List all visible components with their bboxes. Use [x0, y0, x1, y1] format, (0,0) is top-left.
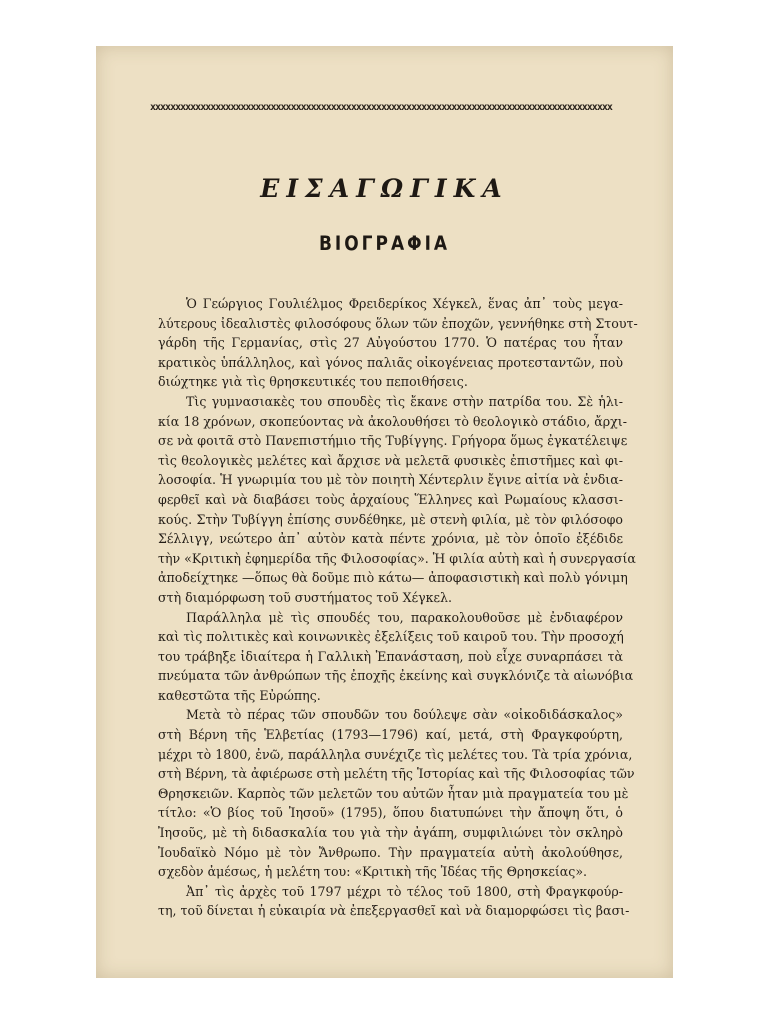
text-line: κρατικὸς ὑπάλληλος, καὶ γόνος παλιᾶς οἰκογένειας προτεσταντῶν, ποὺ — [158, 354, 623, 370]
text-line: τὶς θεολογικὲς μελέτες καὶ ἄρχισε νὰ μελετᾶ φυσικὲς ἐπιστῆμες καὶ φι- — [158, 452, 623, 468]
paragraph-3 — [158, 608, 634, 706]
paragraph-2 — [158, 392, 636, 608]
paragraph-4 — [158, 705, 635, 881]
text-line: λύτερους ἰδεαλιστὲς φιλοσόφους ὅλων τῶν ἐποχῶν, γεννήθηκε στὴ Στουτ- — [158, 315, 638, 331]
text-line: κία 18 χρόνων, σκοπεύοντας νὰ ἀκολουθήσει τὸ θεολογικὸ στάδιο, ἄρχι- — [158, 413, 627, 429]
text-line: σχεδὸν ἀμέσως, ἡ μελέτη του: «Κριτικὴ τῆς Ἰδέας τῆς Θρησκείας». — [158, 864, 588, 880]
book-page — [96, 46, 673, 978]
text-line: διώχτηκε γιὰ τὶς θρησκευτικές του πεποιθήσεις. — [158, 374, 468, 390]
text-line: τίτλο: «Ὁ βίος τοῦ Ἰησοῦ» (1795), ὅπου διατυπώνει τὴν ἄποψη ὅτι, ὁ — [158, 805, 623, 821]
text-line: Σέλλιγγ, νεώτερο ἀπ᾿ αὐτὸν κατὰ πέντε χρόνια, μὲ τὸν ὁποῖο ἐξέδιδε — [158, 531, 623, 547]
text-line: Παράλληλα μὲ τὶς σπουδές του, παρακολουθοῦσε μὲ ἐνδιαφέρον — [186, 609, 623, 625]
paragraph-5 — [158, 882, 630, 921]
text-line: κούς. Στὴν Τυβίγγη ἐπίσης συνδέθηκε, μὲ στενὴ φιλία, μὲ τὸν φιλόσοφο — [158, 511, 623, 527]
text-line: λοσοφία. Ἡ γνωριμία του μὲ τὸν ποιητὴ Χέντερλιν ἔγινε αἰτία νὰ ἐνδια- — [158, 472, 623, 488]
paragraph-1 — [158, 294, 638, 392]
text-line: Ἰησοῦς, μὲ τὴ διδασκαλία του γιὰ τὴν ἀγάπη, συμφιλιώνει τὸν σκληρὸ — [158, 825, 623, 841]
text-line: στὴ Βέρνη, τὰ ἀφιέρωσε στὴ μελέτη τῆς Ἱστορίας καὶ τῆς Φιλοσοφίας τῶν — [158, 766, 635, 782]
text-line: καὶ τὶς πολιτικὲς καὶ κοινωνικὲς ἐξελίξεις τοῦ καιροῦ του. Τὴν προσοχή — [158, 629, 624, 645]
text-line: Ἰουδαϊκὸ Νόμο μὲ τὸν Ἄνθρωπο. Τὴν πραγματεία αὐτὴ ἀκολούθησε, — [158, 844, 623, 860]
text-line: του τράβηξε ἰδιαίτερα ἡ Γαλλικὴ Ἐπανάσταση, ποὺ εἶχε συναρπάσει τὰ — [158, 648, 623, 664]
text-line: καθεστῶτα τῆς Εὐρώπης. — [158, 687, 321, 703]
text-line: φερθεῖ καὶ νὰ διαβάσει τοὺς ἀρχαίους Ἕλληνες καὶ Ρωμαίους κλασσι- — [158, 491, 623, 507]
text-line: μέχρι τὸ 1800, ἐνῶ, παράλληλα συνέχιζε τὶς μελέτες του. Τὰ τρία χρόνια, — [158, 746, 633, 762]
text-line: στὴ διαμόρφωση τοῦ συστήματος τοῦ Χέγκελ. — [158, 589, 453, 605]
text-line: πνεύματα τῶν ἀνθρώπων τῆς ἐποχῆς ἐκείνης καὶ συγκλόνιζε τὰ αἰωνόβια — [158, 668, 634, 684]
text-line: ἀποδείχτηκε —ὅπως θὰ δοῦμε πιὸ κάτω— ἀποφασιστικὴ καὶ πολὺ γόνιμη — [158, 570, 628, 586]
text-line: Μετὰ τὸ πέρας τῶν σπουδῶν του δούλεψε σὰν «οἰκοδιδάσκαλος» — [186, 707, 623, 723]
text-line: Θρησκειῶν. Καρπὸς τῶν μελετῶν του αὐτῶν ἦταν μιὰ πραγματεία του μὲ — [158, 785, 629, 801]
text-line: Τὶς γυμνασιακὲς του σπουδὲς τὶς ἔκανε στὴν πατρίδα του. Σὲ ἡλι- — [186, 393, 623, 409]
text-line: σε νὰ φοιτᾶ στὸ Πανεπιστήμιο τῆς Τυβίγγης. Γρήγορα ὅμως ἐγκατέλειψε — [158, 433, 628, 449]
body-text — [158, 294, 638, 921]
text-line: στὴ Βέρνη τῆς Ἑλβετίας (1793—1796) καί, μετά, στὴ Φραγκφούρτη, — [158, 727, 623, 743]
chapter-title: ΕΙΣΑΓΩΓΙΚΑ — [260, 174, 509, 203]
text-line: Ἀπ᾿ τὶς ἀρχὲς τοῦ 1797 μέχρι τὸ τέλος τοῦ 1800, στὴ Φραγκφούρ- — [186, 883, 623, 899]
decorative-border: xxxxxxxxxxxxxxxxxxxxxxxxxxxxxxxxxxxxxxxxxxxxxxxxxxxxxxxxxxxxxxxxxxxxxxxxxxxxxxxxxxxxxxxxxxxx — [150, 102, 612, 113]
section-subtitle: ΒΙΟΓΡΑΦΙΑ — [318, 232, 451, 256]
text-line: γάρδη τῆς Γερμανίας, στὶς 27 Αὐγούστου 1770. Ὁ πατέρας του ἦταν — [158, 335, 623, 351]
text-line: Ὁ Γεώργιος Γουλιέλμος Φρειδερίκος Χέγκελ, ἕνας ἀπ᾿ τοὺς μεγα- — [186, 296, 623, 311]
text-line: τὴν «Κριτικὴ ἐφημερίδα τῆς Φιλοσοφίας». Ἡ φιλία αὐτὴ καὶ ἡ συνεργασία — [158, 550, 636, 566]
text-line: τη, τοῦ δίνεται ἡ εὐκαιρία νὰ ἐπεξεργασθεῖ καὶ νὰ διαμορφώσει τὶς βασι- — [158, 903, 630, 919]
